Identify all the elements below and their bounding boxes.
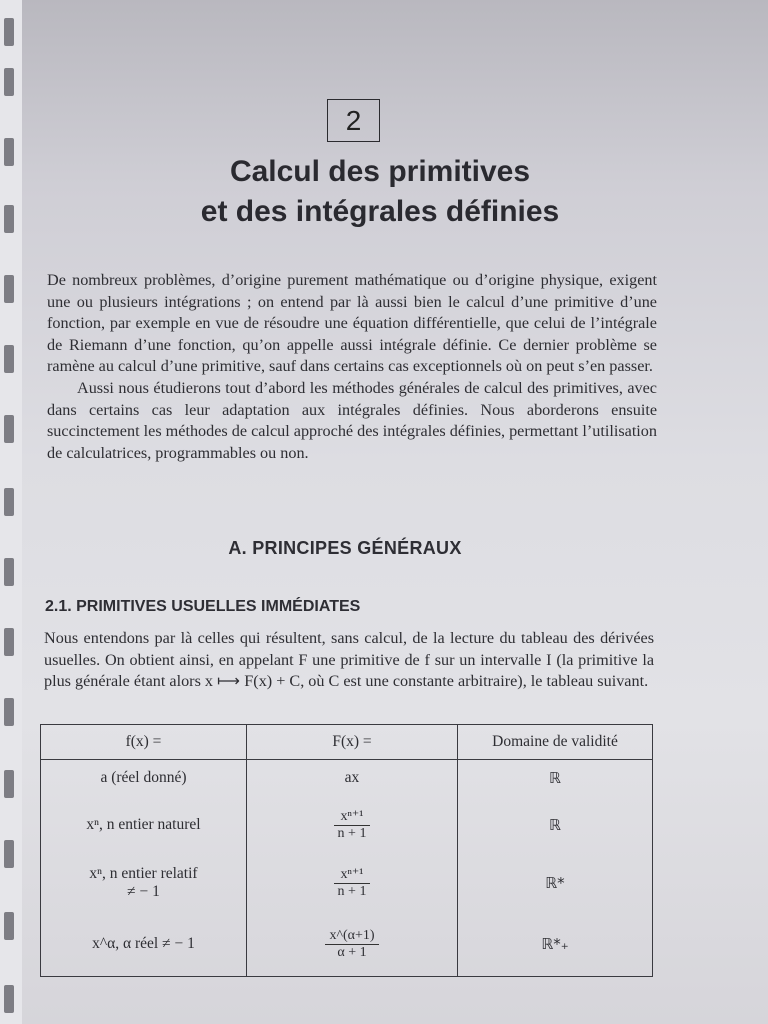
chapter-title-line2: et des intégrales définies [200,195,560,228]
binding-hole [4,415,14,443]
cell-F [247,912,458,977]
cell-domain: ℝ*₊ [458,912,653,977]
binding-hole [4,840,14,868]
fraction-denominator: α + 1 [337,944,367,960]
intro-paragraph-1: De nombreux problèmes, d’origine purement mathématique ou d’origine physique, exigent une ou plusieurs intégrations ; on entend par là aussi bien le calcul d’une primitive d’une fonction, par exemple en vue de résoudre une équation différentielle, que celui de l’intégrale de Riemann d’une fonction, qu’on appelle aussi intégrale définie. Ce dernier problème se ramène au calcul d’une primitive, sauf dans certains cas exceptionnels où on peut s’en passer. [47,271,657,376]
cell-domain: ℝ [458,796,653,854]
cell-f: xⁿ, n entier naturel [41,796,247,854]
fraction-numerator: xⁿ⁺¹ [334,808,371,826]
cell-F [247,796,458,854]
binding-hole [4,628,14,656]
fraction-denominator: n + 1 [337,884,367,899]
cell-f: x^α, α réel ≠ − 1 [41,912,247,977]
binding-hole [4,985,14,1013]
binding-hole [4,205,14,233]
binding-hole [4,912,14,940]
header-f: f(x) = [41,725,247,760]
intro-text [47,270,657,464]
binding-hole [4,698,14,726]
binding-hole [4,770,14,798]
spiral-binding [0,0,22,1024]
header-F: F(x) = [247,725,458,760]
binding-hole [4,18,14,46]
table-row [41,796,653,854]
section-title: A. PRINCIPES GÉNÉRAUX [228,538,462,558]
cell-F [247,854,458,912]
fraction [334,808,371,842]
binding-hole [4,488,14,516]
fraction-numerator: xⁿ⁺¹ [334,866,371,884]
fraction [325,928,378,961]
chapter-title [40,152,720,232]
table-row [41,760,653,797]
chapter-title-line1: Calcul des primitives [229,155,531,188]
cell-f [41,854,247,912]
table-header-row [41,725,653,760]
binding-hole [4,68,14,96]
fraction-numerator: x^(α+1) [325,928,378,945]
subsection-paragraph: Nous entendons par là celles qui résultent, sans calcul, de la lecture du tableau des dérivées usuelles. On obtient ainsi, en appelant F une primitive de f sur un intervalle I (la primitive la plus générale étant alors x ⟼ F(x) + C, où C est une constante arbitraire), le tableau suivant. [44,629,654,691]
cell-f-line1: xⁿ, n entier relatif [89,865,198,882]
binding-hole [4,558,14,586]
table-row [41,854,653,912]
header-domain: Domaine de validité [458,725,653,760]
primitives-table [40,724,653,977]
cell-f-line2: ≠ − 1 [127,883,160,900]
cell-F: ax [247,760,458,797]
fraction-denominator: n + 1 [337,826,367,841]
subsection-text [44,628,654,693]
cell-f: a (réel donné) [41,760,247,797]
cell-domain: ℝ [458,760,653,797]
chapter-number: 2 [327,99,380,142]
cell-domain: ℝ* [458,854,653,912]
binding-hole [4,275,14,303]
subsection-title: 2.1. PRIMITIVES USUELLES IMMÉDIATES [45,598,361,615]
binding-hole [4,138,14,166]
binding-hole [4,345,14,373]
fraction [334,866,371,900]
intro-paragraph-2: Aussi nous étudierons tout d’abord les méthodes générales de calcul des primitives, avec dans certains cas leur adaptation aux intégrales définies. Nous aborderons ensuite succinctement les méthodes de calcul approché des intégrales définies, permettant l’utilisation de calculatrices, programmables ou non. [47,378,657,462]
table-row [41,912,653,977]
